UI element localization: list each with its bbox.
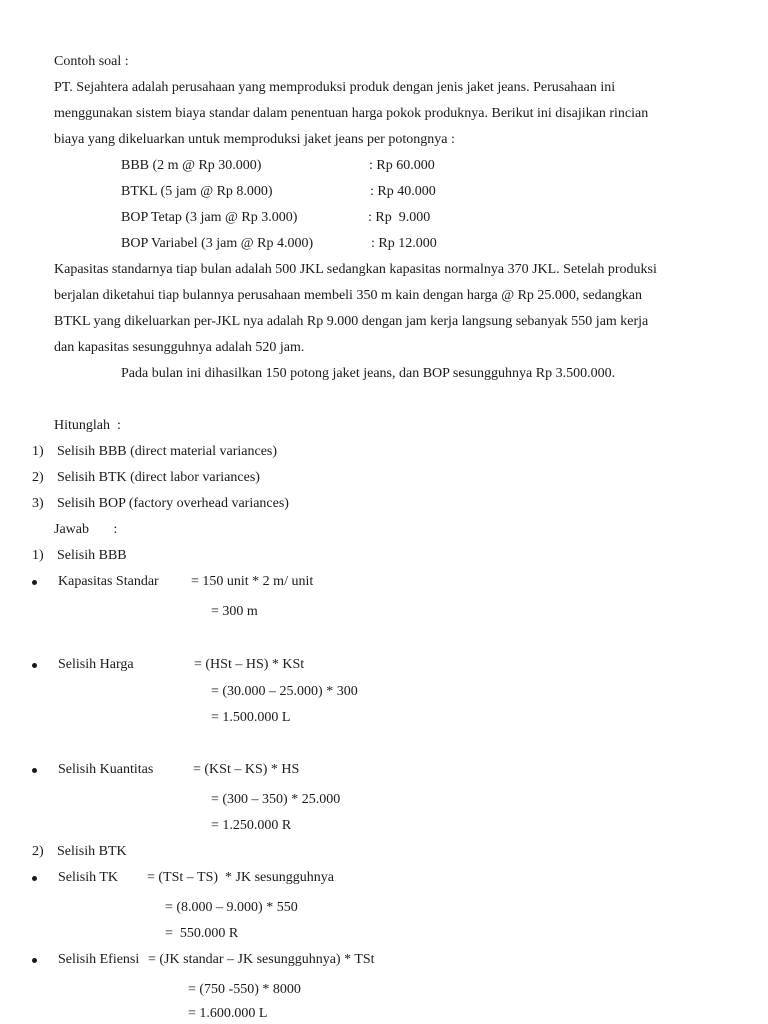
answer-heading: Jawab : <box>54 522 118 537</box>
item-label: Selisih TK <box>58 870 119 885</box>
formula-line: = (HSt – HS) * KSt <box>194 657 305 672</box>
bullet-icon <box>32 663 37 668</box>
list-number: 1) <box>32 444 44 459</box>
paragraph-line: BTKL yang dikeluarkan per-JKL nya adalah Rp 9.000 dengan jam kerja langsung sebanyak 550 jam kerja <box>54 314 649 329</box>
section-title: Selisih BTK <box>57 844 127 859</box>
item-label: Selisih Kuantitas <box>58 762 154 777</box>
formula-line: = (JK standar – JK sesungguhnya) * TSt <box>148 952 375 967</box>
cost-label: BOP Tetap (3 jam @ Rp 3.000) <box>121 210 298 225</box>
paragraph-line: Pada bulan ini dihasilkan 150 potong jaket jeans, dan BOP sesungguhnya Rp 3.500.000. <box>121 366 616 381</box>
question-item: Selisih BOP (factory overhead variances) <box>57 496 289 511</box>
paragraph-line: PT. Sejahtera adalah perusahaan yang memproduksi produk dengan jenis jaket jeans. Perusahaan ini <box>54 80 616 95</box>
heading-contoh-soal: Contoh soal : <box>54 54 129 69</box>
list-number: 3) <box>32 496 44 511</box>
cost-label: BOP Variabel (3 jam @ Rp 4.000) <box>121 236 314 251</box>
question-item: Selisih BBB (direct material variances) <box>57 444 278 459</box>
formula-line: = (750 -550) * 8000 <box>188 982 301 997</box>
bullet-icon <box>32 768 37 773</box>
item-label: Kapasitas Standar <box>58 574 159 589</box>
formula-line: = (8.000 – 9.000) * 550 <box>165 900 298 915</box>
formula-line: = 550.000 R <box>165 926 239 941</box>
list-number: 2) <box>32 844 44 859</box>
cost-value: : Rp 12.000 <box>371 236 437 251</box>
question-item: Selisih BTK (direct labor variances) <box>57 470 260 485</box>
paragraph-line: menggunakan sistem biaya standar dalam penentuan harga pokok produknya. Berikut ini disajikan rincian <box>54 106 649 121</box>
cost-value: : Rp 9.000 <box>368 210 431 225</box>
formula-line: = (KSt – KS) * HS <box>193 762 300 777</box>
section-title: Selisih BBB <box>57 548 127 563</box>
paragraph-line: Kapasitas standarnya tiap bulan adalah 500 JKL sedangkan kapasitas normalnya 370 JKL. Setelah produksi <box>54 262 657 277</box>
formula-line: = (30.000 – 25.000) * 300 <box>211 684 358 699</box>
formula-line: = 300 m <box>211 604 258 619</box>
item-label: Selisih Efiensi <box>58 952 140 967</box>
formula-line: = 1.500.000 L <box>211 710 291 725</box>
formula-line: = 150 unit * 2 m/ unit <box>191 574 314 589</box>
cost-value: : Rp 40.000 <box>370 184 436 199</box>
bullet-icon <box>32 876 37 881</box>
paragraph-line: dan kapasitas sesungguhnya adalah 520 jam. <box>54 340 305 355</box>
item-label: Selisih Harga <box>58 657 134 672</box>
bullet-icon <box>32 958 37 963</box>
formula-line: = 1.250.000 R <box>211 818 292 833</box>
questions-heading: Hitunglah : <box>54 418 121 433</box>
bullet-icon <box>32 580 37 585</box>
list-number: 1) <box>32 548 44 563</box>
cost-label: BTKL (5 jam @ Rp 8.000) <box>121 184 273 199</box>
cost-label: BBB (2 m @ Rp 30.000) <box>121 158 262 173</box>
paragraph-line: berjalan diketahui tiap bulannya perusahaan membeli 350 m kain dengan harga @ Rp 25.000, sedangkan <box>54 288 643 303</box>
formula-line: = 1.600.000 L <box>188 1006 268 1021</box>
cost-value: : Rp 60.000 <box>369 158 435 173</box>
list-number: 2) <box>32 470 44 485</box>
paragraph-line: biaya yang dikeluarkan untuk memproduksi jaket jeans per potongnya : <box>54 132 455 147</box>
formula-line: = (300 – 350) * 25.000 <box>211 792 341 807</box>
formula-line: = (TSt – TS) * JK sesungguhnya <box>147 870 334 885</box>
